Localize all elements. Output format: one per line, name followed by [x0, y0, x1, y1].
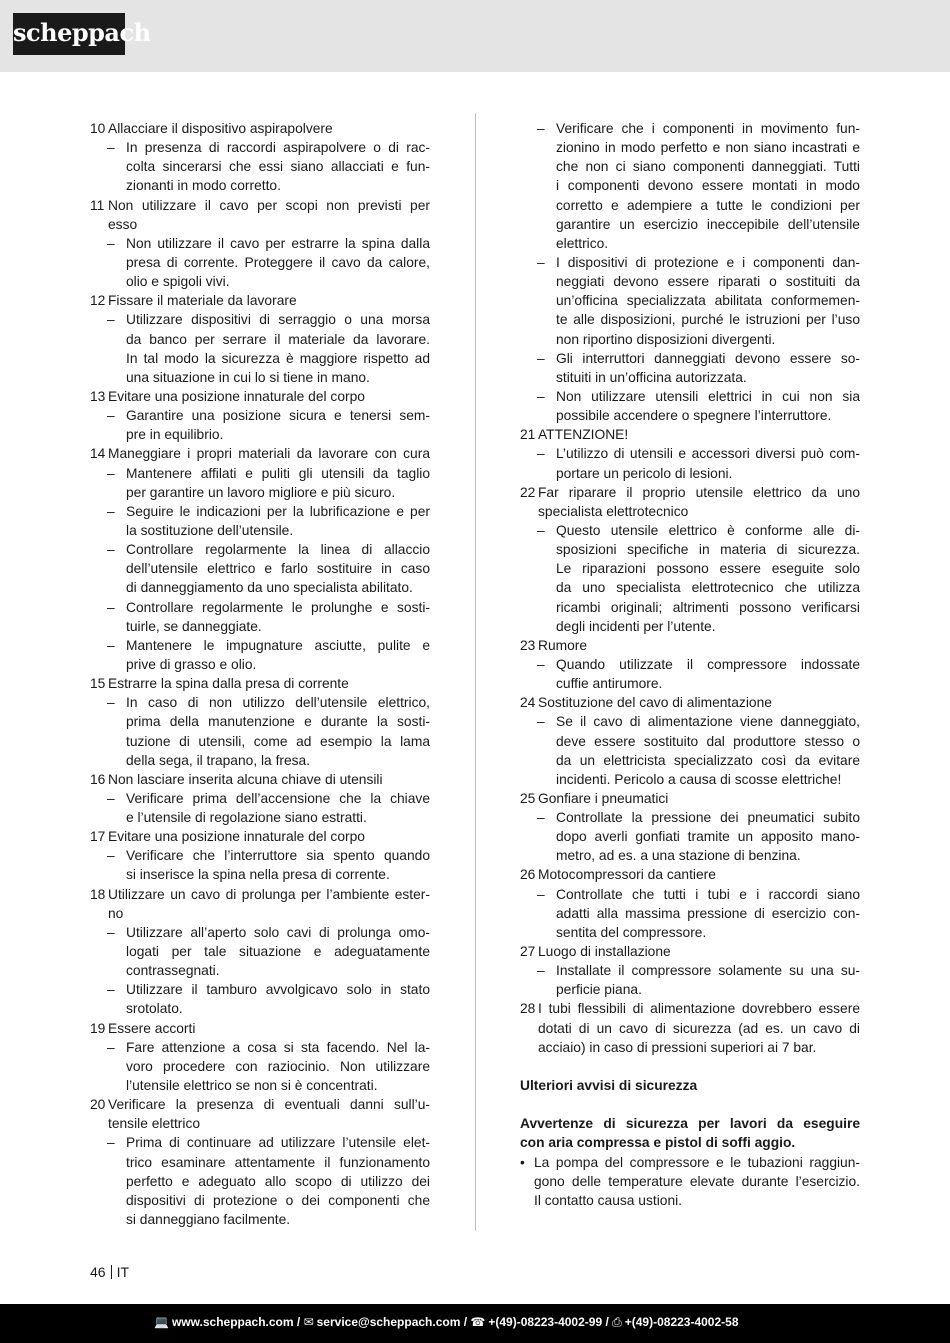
line-text: ricambi originali; altrimenti possono verificarsi — [556, 599, 860, 615]
item-continuation — [520, 770, 860, 789]
dash-marker: – — [537, 350, 545, 366]
item-number: 19 — [90, 1020, 106, 1036]
item-continuation — [90, 808, 430, 827]
line-text: Non utilizzare il cavo per estrarre la spina dalla — [126, 235, 430, 251]
numbered-item — [520, 483, 860, 502]
item-continuation — [520, 674, 860, 693]
line-text: prima della manutenzione e durante la sosti- — [126, 714, 430, 730]
line-text: Questo utensile elettrico è conforme alle di- — [556, 522, 860, 538]
item-continuation — [520, 464, 860, 483]
item-continuation — [90, 349, 430, 368]
section-heading — [520, 1114, 860, 1133]
line-text: Quando utilizzate il compressore indossate — [556, 656, 860, 672]
item-number: 18 — [90, 886, 106, 902]
item-continuation — [520, 310, 860, 329]
item-continuation — [90, 368, 430, 387]
line-text: dotati di un cavo di sicurezza (ad es. un cavo di — [538, 1020, 860, 1036]
item-number: 23 — [520, 637, 536, 653]
line-text: Avvertenze di sicurezza per lavori da eseguire — [520, 1116, 860, 1132]
dash-item — [90, 1133, 430, 1152]
item-continuation — [520, 827, 860, 846]
item-continuation — [90, 425, 430, 444]
item-continuation — [90, 712, 430, 731]
line-text: con aria compressa e pistol di soffi aggio. — [520, 1135, 796, 1151]
numbered-item — [90, 196, 430, 215]
dash-marker: – — [107, 637, 115, 653]
line-text: Utilizzare all’aperto solo cavi di prolunga omo- — [126, 924, 430, 940]
numbered-item — [90, 827, 430, 846]
line-text: elettrico. — [556, 235, 609, 251]
dash-marker: – — [107, 982, 115, 998]
line-text: te alle disposizioni, purché le istruzioni per l’uso — [556, 312, 860, 328]
line-text: Garantire una posizione sicura e tenersi sem- — [126, 408, 430, 424]
item-continuation — [520, 923, 860, 942]
dash-item — [520, 712, 860, 731]
item-continuation — [520, 904, 860, 923]
item-number: 27 — [520, 944, 536, 960]
dash-item — [520, 961, 860, 980]
dash-marker: – — [107, 848, 115, 864]
line-text: Allacciare il dispositivo aspirapolvere — [108, 121, 333, 136]
dash-marker: – — [107, 312, 115, 328]
footer-email-link[interactable]: service@scheppach.com — [316, 1315, 461, 1329]
dash-item — [90, 693, 430, 712]
item-continuation — [520, 176, 860, 195]
dash-item — [520, 253, 860, 272]
dash-marker: – — [107, 790, 115, 806]
line-text: Non utilizzare utensili elettrici in cui non sia — [556, 388, 860, 404]
line-text: Se il cavo di alimentazione viene danneggiato, — [556, 714, 860, 730]
line-text: Luogo di installazione — [538, 944, 671, 960]
dash-marker: – — [537, 963, 545, 979]
line-text: tensile elettrico — [108, 1116, 201, 1132]
dash-marker: – — [107, 503, 115, 519]
item-continuation — [90, 1191, 430, 1210]
dash-marker: – — [537, 886, 545, 902]
dash-marker: – — [107, 924, 115, 940]
bullet-continuation — [520, 1172, 860, 1191]
dash-item — [520, 655, 860, 674]
line-text: Estrarre la spina dalla presa di corrente — [108, 676, 349, 692]
line-text: i componenti devono essere montati in modo — [556, 178, 860, 194]
line-text: srotolato. — [126, 1001, 183, 1017]
line-text: tuirle, se danneggiate. — [126, 618, 262, 634]
line-text: Evitare una posizione innaturale del corpo — [108, 388, 365, 404]
line-text: una situazione in cui lo si tiene in mano. — [126, 369, 370, 385]
item-continuation — [520, 196, 860, 215]
line-text: trico esaminare attentamente il funzionamento — [126, 1154, 430, 1170]
dash-item — [90, 598, 430, 617]
dash-item — [90, 540, 430, 559]
bullet-continuation — [520, 1191, 860, 1210]
line-text: per garantire un lavoro migliore e più sicuro. — [126, 484, 396, 500]
line-text: dell’utensile elettrico e farlo sostituire in caso — [126, 561, 430, 577]
blank-line — [520, 1057, 860, 1076]
item-continuation — [520, 291, 860, 310]
item-continuation — [90, 655, 430, 674]
item-continuation — [90, 1172, 430, 1191]
line-text: dopo averli gonfiati tramite un apposito mano- — [556, 829, 860, 845]
item-number: 11 — [90, 197, 105, 213]
line-text: tuzione di utensili, come ad esempio la lama — [126, 733, 430, 749]
dash-marker: – — [107, 465, 115, 481]
line-text: zionino in modo perfetto e non siano incastrati e — [556, 140, 860, 156]
line-text: Controllare regolarmente le prolunghe e sosti- — [126, 599, 430, 615]
page-language: IT — [116, 1264, 130, 1280]
dash-marker: – — [107, 599, 115, 615]
line-text: Far riparare il proprio utensile elettrico da uno — [538, 484, 860, 500]
line-text: possibile accendere o spegnere l’interruttore. — [556, 408, 832, 424]
item-continuation — [520, 598, 860, 617]
item-continuation — [520, 330, 860, 349]
footer-contacts — [154, 1315, 739, 1330]
page-number-value: 46 — [90, 1264, 106, 1280]
left-column — [90, 119, 430, 1229]
line-text: l’utensile elettrico se non si è concentrati. — [126, 1078, 378, 1094]
item-continuation — [520, 157, 860, 176]
line-text: Non utilizzare il cavo per scopi non previsti per — [108, 197, 430, 213]
item-number: 12 — [90, 293, 106, 309]
line-text: Controllare regolarmente la linea di allaccio — [126, 542, 430, 558]
line-text: stituiti in un’officina autorizzata. — [556, 369, 747, 385]
brand-logo: scheppach — [13, 13, 125, 55]
line-text: olio e spigoli vivi. — [126, 274, 230, 290]
line-text: voro procedere con raziocinio. Non utilizzare — [126, 1058, 430, 1074]
numbered-item — [90, 885, 430, 904]
item-continuation — [90, 1153, 430, 1172]
dash-marker: – — [537, 810, 545, 826]
item-continuation — [520, 502, 860, 521]
numbered-item — [520, 636, 860, 655]
footer-web-link[interactable]: www.scheppach.com — [171, 1315, 294, 1329]
line-text: sentita del compressore. — [556, 924, 707, 940]
item-continuation — [520, 732, 860, 751]
item-continuation — [520, 617, 860, 636]
dash-item — [90, 846, 430, 865]
line-text: deve essere sostituito dal produttore stesso o — [556, 733, 860, 749]
line-text: corretto e adempiere a tutte le condizioni per — [556, 197, 860, 213]
item-continuation — [520, 138, 860, 157]
line-text: adatti alla massima pressione di esercizio con- — [556, 905, 860, 921]
item-continuation — [90, 617, 430, 636]
dash-item — [90, 138, 430, 157]
item-continuation — [520, 751, 860, 770]
item-number: 28 — [520, 1001, 536, 1017]
item-continuation — [90, 521, 430, 540]
line-text: I dispositivi di protezione e i componenti dan- — [556, 254, 860, 270]
dash-marker: – — [107, 1135, 115, 1151]
monitor-icon: 💻 — [154, 1315, 169, 1329]
bullet-marker: • — [520, 1154, 525, 1170]
section-heading — [520, 1076, 860, 1095]
line-text: Il contatto causa ustioni. — [534, 1192, 683, 1208]
line-text: no — [108, 905, 124, 921]
numbered-item — [520, 942, 860, 961]
dash-marker: – — [537, 121, 545, 136]
line-text: Gonfiare i pneumatici — [538, 790, 669, 806]
line-text: si inserisce la spina nella presa di corrente. — [126, 867, 390, 883]
line-text: Seguire le indicazioni per la lubrificazione e per — [126, 503, 430, 519]
numbered-item — [520, 789, 860, 808]
dash-item — [520, 885, 860, 904]
item-continuation — [90, 904, 430, 923]
dash-item — [90, 406, 430, 425]
item-continuation — [90, 1076, 430, 1095]
dash-item — [520, 521, 860, 540]
line-text: Verificare che l’interruttore sia spento quando — [126, 848, 430, 864]
line-text: Gli interruttori danneggiati devono essere so- — [556, 350, 860, 366]
line-text: si danneggiano facilmente. — [126, 1212, 291, 1228]
dash-marker: – — [537, 656, 545, 672]
item-number: 16 — [90, 771, 106, 787]
line-text: esso — [108, 216, 138, 232]
item-continuation — [90, 578, 430, 597]
line-text: Ulteriori avvisi di sicurezza — [520, 1078, 698, 1094]
section-heading — [520, 1133, 860, 1152]
dash-item — [520, 808, 860, 827]
dash-marker: – — [537, 714, 545, 730]
line-text: incidenti. Pericolo a causa di scosse elettriche! — [556, 771, 842, 787]
line-text: Verificare prima dell’accensione che la chiave — [126, 790, 430, 806]
dash-marker: – — [107, 695, 115, 711]
dash-marker: – — [537, 522, 545, 538]
bullet-item — [520, 1153, 860, 1172]
dash-marker: – — [107, 235, 115, 251]
line-text: colta sincerarsi che essi siano allacciati e fun- — [126, 159, 430, 175]
item-continuation — [90, 559, 430, 578]
dash-marker: – — [537, 446, 545, 462]
line-text: I tubi flessibili di alimentazione dovrebbero essere — [538, 1001, 860, 1017]
item-continuation — [90, 253, 430, 272]
line-text: gono delle temperature elevate durante l’esercizio. — [534, 1173, 860, 1189]
item-number: 10 — [90, 121, 106, 136]
item-continuation — [520, 540, 860, 559]
line-text: specialista elettrotecnico — [538, 503, 689, 519]
dash-item — [520, 444, 860, 463]
line-text: In presenza di raccordi aspirapolvere o di rac- — [126, 140, 430, 156]
line-text: La pompa del compressore e le tubazioni raggiun- — [534, 1154, 860, 1170]
item-continuation — [520, 980, 860, 999]
line-text: Maneggiare i propri materiali da lavorare con cura — [108, 446, 430, 462]
line-text: Le riparazioni possono essere eseguite solo — [556, 561, 860, 577]
dash-item — [90, 1038, 430, 1057]
line-text: un’officina specializzata abilitata conformemen- — [556, 293, 860, 309]
line-text: perfetto e adeguato allo scopo di utilizzo dei — [126, 1173, 430, 1189]
item-continuation — [90, 1114, 430, 1133]
line-text: che non ci siano componenti danneggiati. Tutti — [556, 159, 860, 175]
dash-item — [520, 119, 860, 138]
item-number: 24 — [520, 695, 536, 711]
item-continuation — [520, 234, 860, 253]
dash-item — [520, 349, 860, 368]
line-text: Utilizzare un cavo di prolunga per l’ambiente ester- — [108, 886, 430, 902]
item-number: 21 — [520, 427, 536, 443]
line-text: e l’utensile di regolazione siano estratti. — [126, 810, 367, 826]
numbered-item — [520, 999, 860, 1018]
line-text: cuffie antirumore. — [556, 676, 663, 692]
item-number: 13 — [90, 388, 106, 404]
item-continuation — [520, 272, 860, 291]
line-text: prive di grasso e olio. — [126, 656, 257, 672]
line-text: sposizioni specifiche in materia di sicurezza. — [556, 542, 860, 558]
item-number: 22 — [520, 484, 536, 500]
numbered-item — [520, 425, 860, 444]
line-text: Verificare che i componenti in movimento fun- — [556, 121, 860, 136]
dash-marker: – — [537, 388, 545, 404]
item-continuation — [520, 1019, 860, 1038]
dash-item — [90, 636, 430, 655]
line-text: ATTENZIONE! — [538, 427, 629, 443]
line-text: degli incidenti per l’utente. — [556, 618, 716, 634]
numbered-item — [90, 444, 430, 463]
line-text: da banco per serrare il materiale da lavorare. — [126, 331, 430, 347]
line-text: metro, ad es. a una stazione di benzina. — [556, 848, 801, 864]
line-text: Rumore — [538, 637, 588, 653]
line-text: da uno specialista elettrotecnico che utilizza — [556, 580, 860, 596]
dash-item — [90, 464, 430, 483]
dash-item — [90, 980, 430, 999]
dash-marker: – — [107, 408, 115, 424]
line-text: perficie piana. — [556, 982, 642, 998]
numbered-item — [90, 1095, 430, 1114]
blank-line — [520, 1095, 860, 1114]
line-text: In tal modo la sicurezza è maggiore rispetto ad — [126, 350, 430, 366]
line-text: Utilizzare il tamburo avvolgicavo solo in stato — [126, 982, 430, 998]
numbered-item — [90, 119, 430, 138]
line-text: Fissare il materiale da lavorare — [108, 293, 297, 309]
item-continuation — [90, 483, 430, 502]
item-continuation — [90, 961, 430, 980]
line-text: zionanti in modo corretto. — [126, 178, 281, 194]
line-text: Fare attenzione a cosa si sta facendo. Nel la- — [126, 1039, 430, 1055]
line-text: logati per tale situazione e adeguatamente — [126, 944, 430, 960]
item-continuation — [90, 176, 430, 195]
envelope-icon: ✉ — [303, 1315, 314, 1329]
right-column — [520, 119, 860, 1210]
line-text: Prima di continuare ad utilizzare l’utensile elet- — [126, 1135, 430, 1151]
item-continuation — [520, 215, 860, 234]
phone-icon: ☎ — [470, 1315, 486, 1329]
line-text: Essere accorti — [108, 1020, 196, 1036]
numbered-item — [90, 291, 430, 310]
line-text: garantire un esercizio ineccepibile dell’utensile — [556, 216, 860, 232]
item-continuation — [90, 1057, 430, 1076]
line-text: non riportino disposizioni divergenti. — [556, 331, 776, 347]
line-text: Verificare la presenza di eventuali danni sull’u- — [108, 1097, 430, 1113]
item-continuation — [90, 330, 430, 349]
line-text: Evitare una posizione innaturale del corpo — [108, 829, 365, 845]
line-text: di danneggiamento da uno specialista abilitato. — [126, 580, 413, 596]
numbered-item — [90, 1019, 430, 1038]
dash-marker: – — [107, 1039, 115, 1055]
footer-phone: +(49)-08223-4002-99 — [488, 1315, 603, 1329]
item-number: 15 — [90, 676, 106, 692]
footer-fax: +(49)-08223-4002-58 — [624, 1315, 739, 1329]
line-text: la sostituzione dell’utensile. — [126, 522, 294, 538]
dash-marker: – — [537, 254, 545, 270]
item-continuation — [520, 368, 860, 387]
line-text: pre in equilibrio. — [126, 427, 224, 443]
item-continuation — [90, 942, 430, 961]
line-text: neggiati devono essere riparati o sostituiti da — [556, 274, 860, 290]
numbered-item — [90, 387, 430, 406]
numbered-item — [520, 865, 860, 884]
line-text: Utilizzare dispositivi di serraggio o una morsa — [126, 312, 430, 328]
footer-separator: / — [602, 1315, 613, 1329]
item-number: 25 — [520, 790, 536, 806]
item-continuation — [90, 272, 430, 291]
numbered-item — [520, 693, 860, 712]
footer-separator: / — [460, 1315, 471, 1329]
fax-icon: ⎙ — [612, 1315, 622, 1329]
item-continuation — [520, 559, 860, 578]
line-text: L’utilizzo di utensili e accessori diversi può com- — [556, 446, 860, 462]
item-number: 17 — [90, 829, 106, 845]
dash-item — [90, 502, 430, 521]
line-text: acciaio) in caso di pressioni superiori ai 7 bar. — [538, 1039, 817, 1055]
line-text: Motocompressori da cantiere — [538, 867, 716, 883]
line-text: della sega, il trapano, la fresa. — [126, 752, 311, 768]
dash-item — [90, 923, 430, 942]
page-number — [90, 1264, 129, 1280]
line-text: Controllate che tutti i tubi e i raccordi siano — [556, 886, 860, 902]
column-divider — [475, 113, 476, 1231]
line-text: contrassegnati. — [126, 963, 220, 979]
line-text: dispositivi di protezione o dei componenti che — [126, 1192, 430, 1208]
item-continuation — [90, 751, 430, 770]
item-continuation — [520, 846, 860, 865]
item-continuation — [520, 578, 860, 597]
dash-item — [90, 310, 430, 329]
item-continuation — [90, 999, 430, 1018]
dash-item — [90, 234, 430, 253]
line-text: portare un pericolo di lesioni. — [556, 465, 733, 481]
line-text: Controllate la pressione dei pneumatici subito — [556, 810, 860, 826]
item-continuation — [90, 732, 430, 751]
line-text: Sostituzione del cavo di alimentazione — [538, 695, 772, 711]
page-number-separator — [111, 1265, 112, 1279]
line-text: da un elettricista specializzato così da evitare — [556, 752, 860, 768]
header-bar — [0, 0, 950, 72]
line-text: Installate il compressore solamente su una su- — [556, 963, 860, 979]
item-number: 26 — [520, 867, 536, 883]
item-number: 14 — [90, 446, 106, 462]
item-continuation — [520, 406, 860, 425]
dash-item — [520, 387, 860, 406]
numbered-item — [90, 674, 430, 693]
item-continuation — [90, 1210, 430, 1229]
numbered-item — [90, 770, 430, 789]
item-continuation — [90, 157, 430, 176]
line-text: Non lasciare inserita alcuna chiave di utensili — [108, 771, 383, 787]
line-text: Mantenere le impugnature asciutte, pulite e — [126, 637, 430, 653]
line-text: presa di corrente. Proteggere il cavo da calore, — [126, 254, 430, 270]
item-continuation — [520, 1038, 860, 1057]
footer-separator: / — [293, 1315, 304, 1329]
item-continuation — [90, 865, 430, 884]
line-text: Mantenere affilati e puliti gli utensili da taglio — [126, 465, 430, 481]
dash-marker: – — [107, 542, 115, 558]
dash-marker: – — [107, 140, 115, 156]
item-number: 20 — [90, 1097, 106, 1113]
dash-item — [90, 789, 430, 808]
item-continuation — [90, 215, 430, 234]
line-text: In caso di non utilizzo dell’utensile elettrico, — [126, 695, 430, 711]
footer-bar — [0, 1304, 950, 1343]
